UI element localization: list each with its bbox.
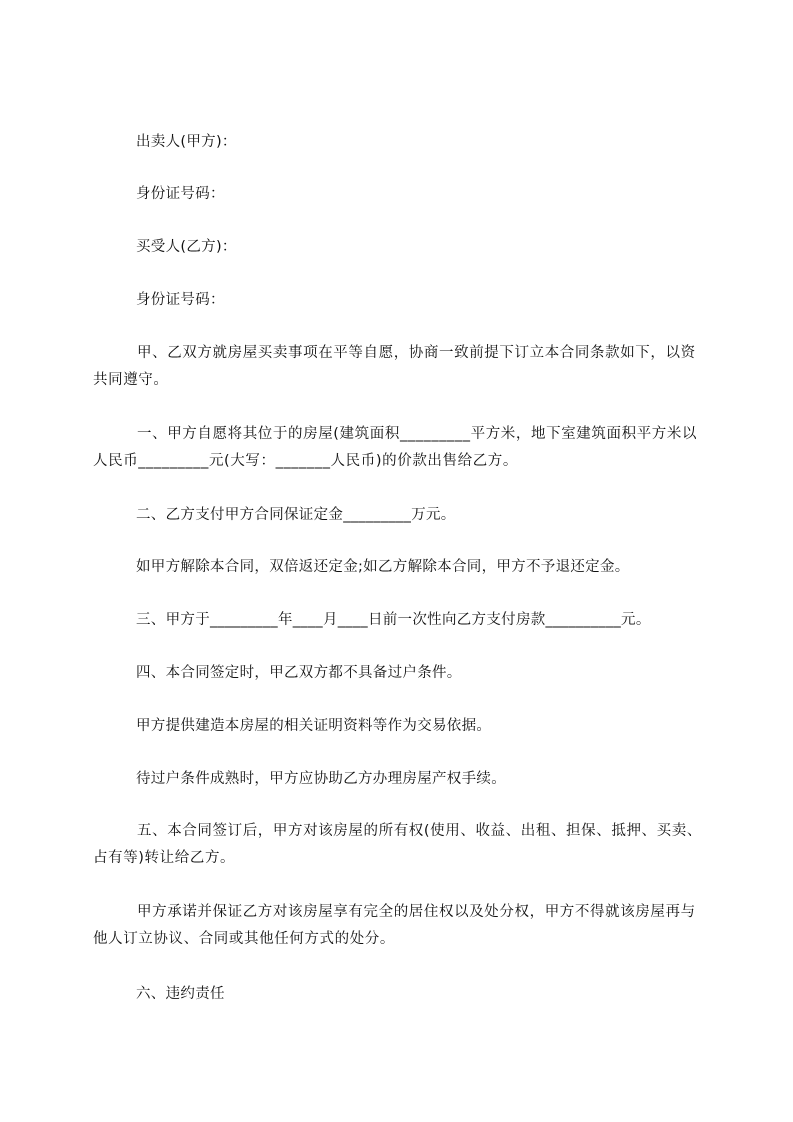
- clause-6-heading: 六、违约责任: [136, 986, 225, 1002]
- seller-id-label: 身份证号码：: [136, 186, 225, 202]
- clause-1-paragraph: [93, 421, 708, 475]
- clause-4-note-1: 甲方提供建造本房屋的相关证明资料等作为交易依据。: [136, 718, 492, 734]
- buyer-label: 买受人(乙方)：: [136, 239, 237, 255]
- clause-5-paragraph: [93, 818, 708, 872]
- seller-label: 出卖人(甲方)：: [136, 134, 237, 150]
- buyer-id-label: 身份证号码：: [136, 292, 225, 308]
- clause-5-note-text: 甲方承诺并保证乙方对该房屋享有完全的居住权以及处分权，甲方不得就该房屋再与他人订立协议、合同或其他任何方式的处分。: [93, 904, 696, 947]
- clause-2-note: 如甲方解除本合同，双倍返还定金;如乙方解除本合同，甲方不予退还定金。: [136, 559, 630, 575]
- clause-5-note-paragraph: [93, 899, 708, 953]
- clause-2: 二、乙方支付甲方合同保证定金_________万元。: [136, 507, 456, 523]
- intro-paragraph: [93, 340, 708, 394]
- intro-text: 甲、乙双方就房屋买卖事项在平等自愿，协商一致前提下订立本合同条款如下，以资共同遵守。: [93, 345, 696, 388]
- clause-1-text: 一、甲方自愿将其位于的房屋(建筑面积_________平方米，地下室建筑面积平方米以人民币_________元(大写：_______人民币)的价款出售给乙方。: [93, 426, 698, 469]
- clause-4-note-2: 待过户条件成熟时，甲方应协助乙方办理房屋产权手续。: [136, 771, 506, 787]
- clause-3: 三、甲方于_________年____月____日前一次性向乙方支付房款__________元。: [136, 612, 651, 628]
- clause-5-text: 五、本合同签订后，甲方对该房屋的所有权(使用、收益、出租、担保、抵押、买卖、占有等)转让给乙方。: [93, 823, 702, 866]
- clause-4: 四、本合同签定时，甲乙双方都不具备过户条件。: [136, 665, 462, 681]
